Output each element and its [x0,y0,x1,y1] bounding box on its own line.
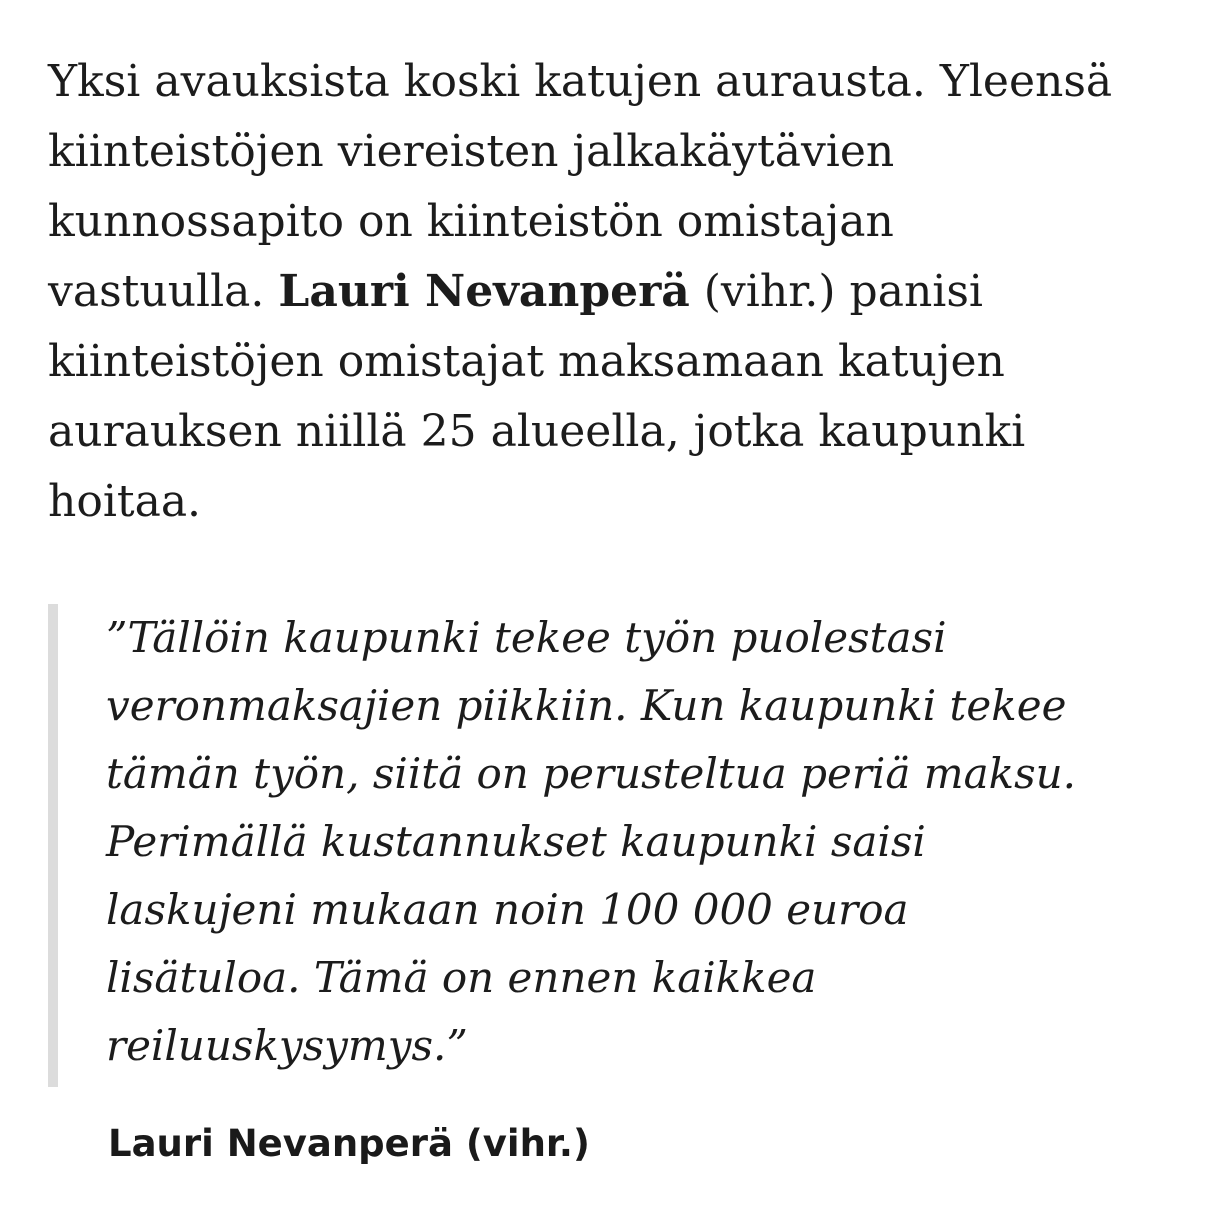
paragraph-text: vastuulla. [48,266,279,317]
quote-line: Perimällä kustannukset kaupunki saisi [106,817,926,866]
paragraph-line: kiinteistöjen omistajat maksamaan katujen [48,336,1005,387]
paragraph-line [48,257,1178,327]
person-name: Lauri Nevanperä [278,266,690,317]
quote-line: lisätuloa. Tämä on ennen kaikkea [106,953,817,1002]
quote-text [106,604,1076,1080]
paragraph-text: (vihr.) panisi [689,266,983,317]
article-content [48,0,1178,1165]
body-paragraph [48,0,1178,537]
pull-quote [48,604,1178,1087]
quote-line: tämän työn, siitä on perusteltua periä maksu. [106,749,1077,798]
paragraph-line: kunnossapito on kiinteistön omistajan [48,196,894,247]
quote-line: laskujeni mukaan noin 100 000 euroa [106,885,909,934]
quote-bar [48,604,58,1087]
paragraph-line: Yksi avauksista koski katujen aurausta. Yleensä [48,56,1113,107]
quote-line: veronmaksajien piikkiin. Kun kaupunki tekee [106,681,1067,730]
paragraph-line: aurauksen niillä 25 alueella, jotka kaupunki [48,406,1026,457]
quote-attribution: Lauri Nevanperä (vihr.) [108,1122,590,1165]
paragraph-line: kiinteistöjen viereisten jalkakäytävien [48,126,895,177]
quote-line: ”Tällöin kaupunki tekee työn puolestasi [106,613,947,662]
paragraph-line: hoitaa. [48,476,202,527]
quote-line: reiluuskysymys.” [106,1021,468,1070]
